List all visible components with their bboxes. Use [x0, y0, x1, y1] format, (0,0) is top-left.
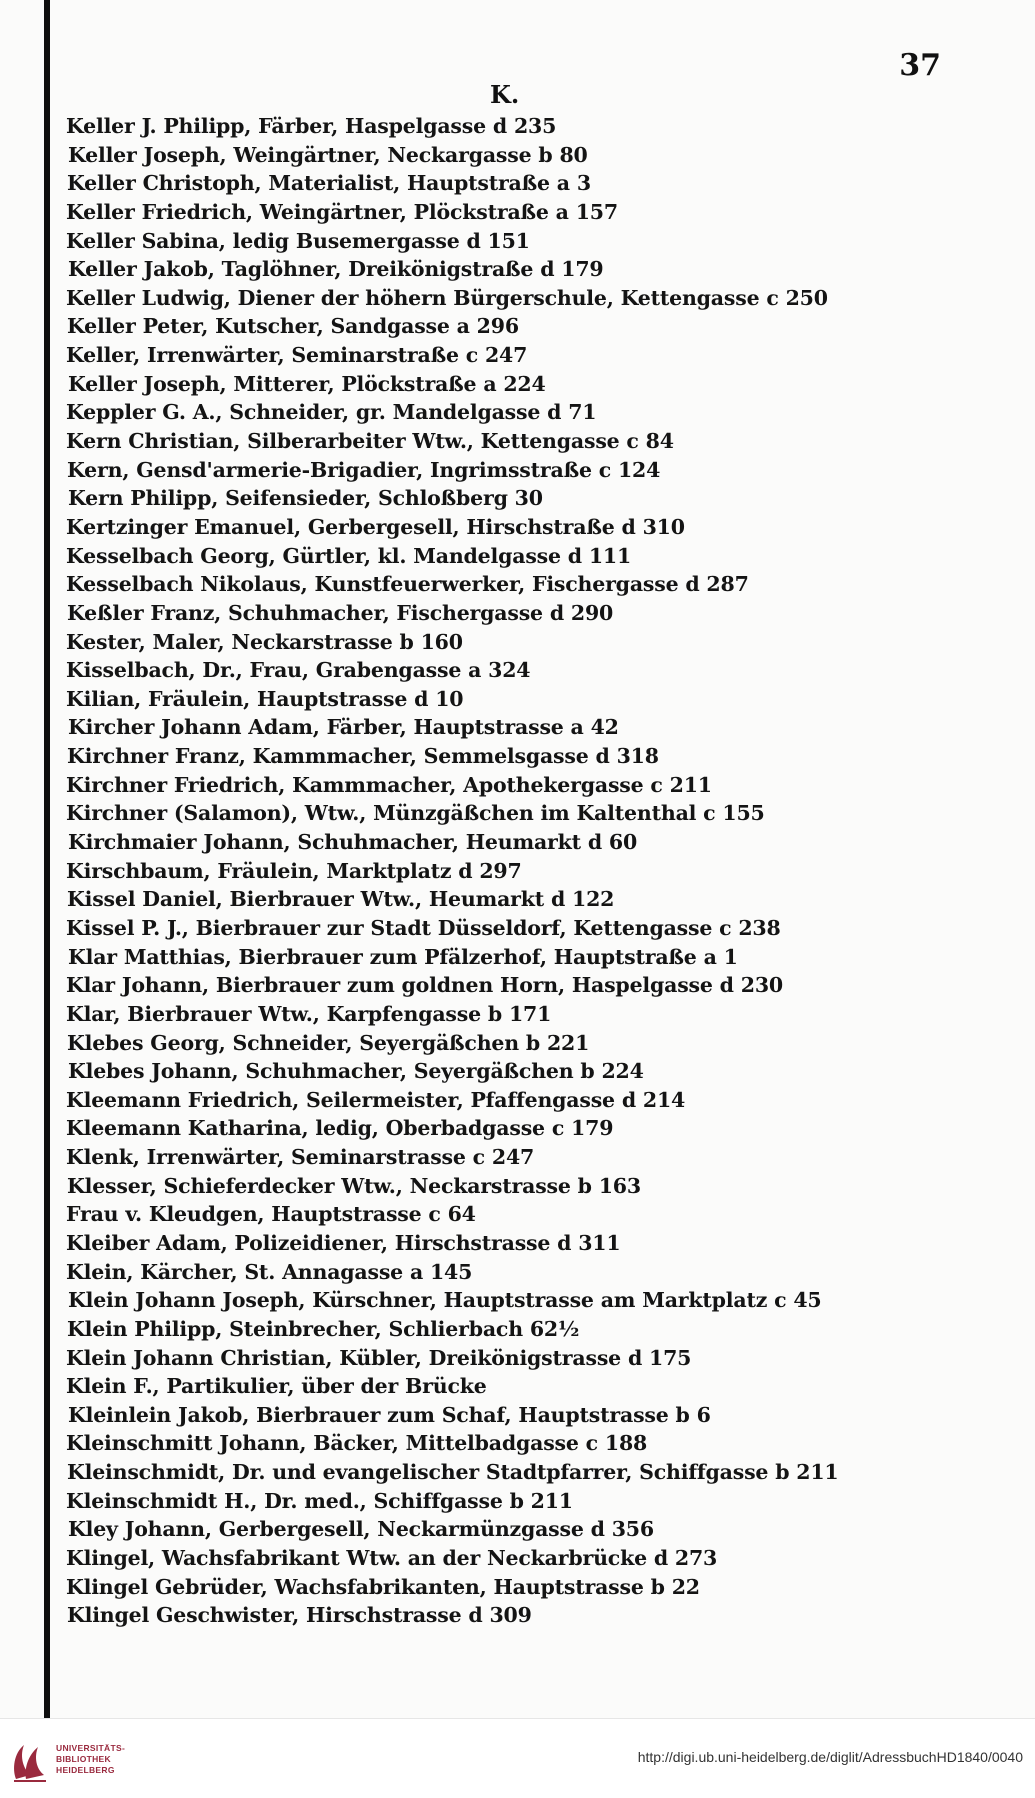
directory-entry: Kisselbach, Dr., Frau, Grabengasse a 324 [66, 658, 531, 683]
directory-entry: Klein, Kärcher, St. Annagasse a 145 [66, 1259, 473, 1284]
directory-entry: Kleinschmidt, Dr. und evangelischer Stadtpfarrer, Schiffgasse b 211 [67, 1460, 839, 1485]
source-url-link[interactable]: http://digi.ub.uni-heidelberg.de/diglit/AdressbuchHD1840/0040 [637, 1749, 1023, 1765]
directory-entry: Klein Johann Christian, Kübler, Dreikönigstrasse d 175 [66, 1345, 692, 1370]
logo-line: BIBLIOTHEK [56, 1754, 111, 1764]
directory-entry: Keller Joseph, Weingärtner, Neckargasse b 80 [68, 142, 588, 167]
directory-entry: Kern Philipp, Seifensieder, Schloßberg 30 [68, 486, 543, 511]
directory-entry: Klein Philipp, Steinbrecher, Schlierbach 62½ [67, 1316, 580, 1341]
directory-entry: Kirchmaier Johann, Schuhmacher, Heumarkt d 60 [68, 830, 638, 855]
directory-entry: Klebes Georg, Schneider, Seyergäßchen b 221 [67, 1030, 590, 1055]
directory-entry: Klebes Johann, Schuhmacher, Seyergäßchen b 224 [68, 1059, 644, 1084]
directory-entry: Kern Christian, Silberarbeiter Wtw., Kettengasse c 84 [66, 429, 674, 454]
directory-entry: Klar Matthias, Bierbrauer zum Pfälzerhof, Hauptstraße a 1 [68, 944, 738, 969]
directory-entry: Kirchner Franz, Kammmacher, Semmelsgasse d 318 [67, 744, 659, 769]
directory-entry: Kissel Daniel, Bierbrauer Wtw., Heumarkt d 122 [67, 887, 615, 912]
directory-entry: Kley Johann, Gerbergesell, Neckarmünzgasse d 356 [68, 1517, 654, 1542]
directory-entry: Kleinlein Jakob, Bierbrauer zum Schaf, Hauptstrasse b 6 [68, 1402, 711, 1427]
directory-entry: Klingel Gebrüder, Wachsfabrikanten, Hauptstrasse b 22 [66, 1574, 700, 1599]
library-logo[interactable] [10, 1739, 140, 1783]
directory-entry: Klar Johann, Bierbrauer zum goldnen Horn, Haspelgasse d 230 [66, 973, 783, 998]
page-number: 37 [899, 48, 941, 83]
directory-entry: Klenk, Irrenwärter, Seminarstrasse c 247 [66, 1145, 535, 1170]
directory-entry: Kirchner (Salamon), Wtw., Münzgäßchen im Kaltenthal c 155 [66, 801, 765, 826]
left-margin-rule [44, 0, 50, 1718]
university-library-logo-icon [10, 1739, 50, 1783]
directory-entry: Frau v. Kleudgen, Hauptstrasse c 64 [66, 1202, 476, 1227]
directory-entry: Keßler Franz, Schuhmacher, Fischergasse d 290 [67, 600, 614, 625]
section-letter: K. [490, 80, 520, 109]
directory-entry: Kleemann Friedrich, Seilermeister, Pfaffengasse d 214 [66, 1087, 686, 1112]
directory-entry: Kesselbach Georg, Gürtler, kl. Mandelgasse d 111 [66, 543, 632, 568]
directory-entry: Kern, Gensd'armerie-Brigadier, Ingrimsstraße c 124 [67, 457, 661, 482]
directory-entry: Klar, Bierbrauer Wtw., Karpfengasse b 171 [66, 1001, 552, 1026]
footer [0, 1718, 1035, 1798]
directory-entries [66, 112, 966, 1630]
directory-entry: Keller Peter, Kutscher, Sandgasse a 296 [67, 314, 519, 339]
logo-line: HEIDELBERG [56, 1765, 115, 1775]
library-logo-text [56, 1743, 125, 1776]
logo-line: UNIVERSITÄTS- [56, 1743, 126, 1753]
directory-entry: Kircher Johann Adam, Färber, Hauptstrasse a 42 [68, 715, 619, 740]
directory-entry: Klingel, Wachsfabrikant Wtw. an der Neckarbrücke d 273 [66, 1546, 718, 1571]
directory-entry: Keller Joseph, Mitterer, Plöckstraße a 224 [68, 371, 546, 396]
directory-entry: Kleinschmidt H., Dr. med., Schiffgasse b 211 [66, 1488, 573, 1513]
directory-entry: Keller Friedrich, Weingärtner, Plöckstraße a 157 [66, 199, 618, 224]
directory-entry: Keller J. Philipp, Färber, Haspelgasse d 235 [66, 114, 557, 138]
directory-entry: Kirchner Friedrich, Kammmacher, Apothekergasse c 211 [66, 772, 712, 797]
directory-entry: Keller Jakob, Taglöhner, Dreikönigstraße d 179 [68, 257, 604, 282]
directory-entry: Kester, Maler, Neckarstrasse b 160 [66, 629, 463, 654]
directory-entry: Keller Christoph, Materialist, Hauptstraße a 3 [67, 171, 591, 196]
directory-entry: Kesselbach Nikolaus, Kunstfeuerwerker, Fischergasse d 287 [66, 572, 749, 597]
directory-entry: Klesser, Schieferdecker Wtw., Neckarstrasse b 163 [67, 1173, 641, 1198]
directory-entry: Kertzinger Emanuel, Gerbergesell, Hirschstraße d 310 [66, 514, 685, 539]
directory-entry: Kleemann Katharina, ledig, Oberbadgasse c 179 [66, 1116, 614, 1141]
directory-entry: Kissel P. J., Bierbrauer zur Stadt Düsseldorf, Kettengasse c 238 [66, 915, 781, 940]
directory-entry: Keppler G. A., Schneider, gr. Mandelgasse d 71 [66, 400, 597, 425]
directory-entry: Kleiber Adam, Polizeidiener, Hirschstrasse d 311 [66, 1230, 621, 1255]
directory-entry: Kleinschmitt Johann, Bäcker, Mittelbadgasse c 188 [66, 1431, 648, 1456]
directory-entry: Klein Johann Joseph, Kürschner, Hauptstrasse am Marktplatz c 45 [68, 1288, 822, 1313]
directory-entry: Klingel Geschwister, Hirschstrasse d 309 [67, 1603, 532, 1628]
directory-entry: Keller, Irrenwärter, Seminarstraße c 247 [66, 343, 528, 368]
directory-entry: Kilian, Fräulein, Hauptstrasse d 10 [66, 686, 464, 711]
directory-entry: Keller Sabina, ledig Busemergasse d 151 [66, 228, 530, 253]
directory-entry: Klein F., Partikulier, über der Brücke [66, 1374, 487, 1399]
directory-entry: Kirschbaum, Fräulein, Marktplatz d 297 [66, 858, 522, 883]
directory-entry: Keller Ludwig, Diener der höhern Bürgerschule, Kettengasse c 250 [66, 285, 828, 310]
